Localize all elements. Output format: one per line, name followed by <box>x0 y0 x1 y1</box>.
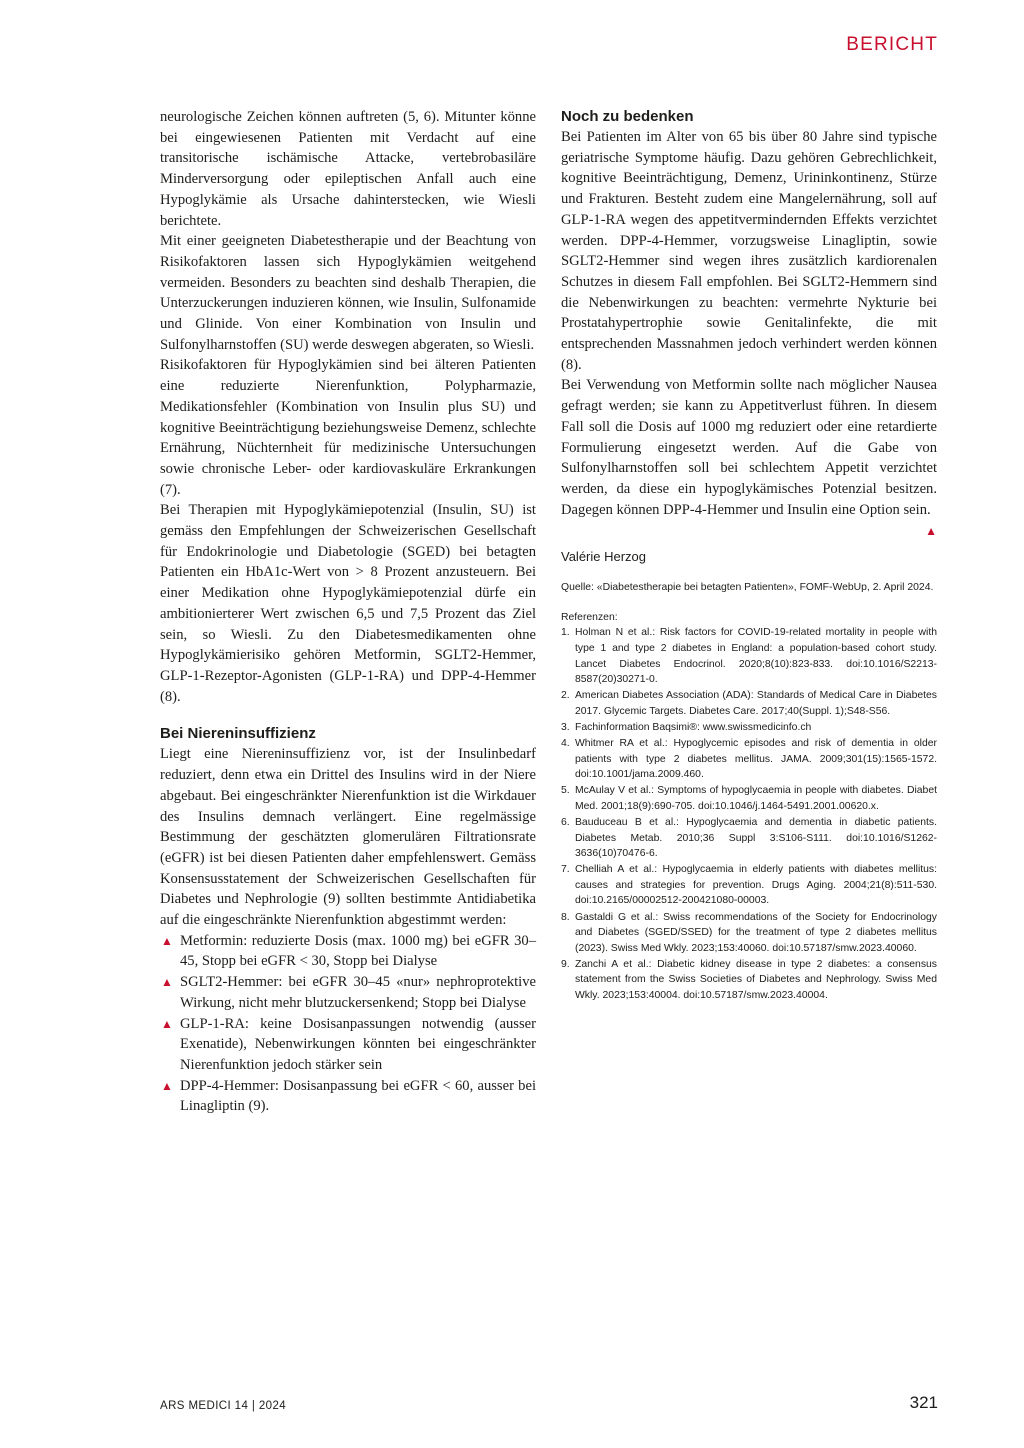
reference-number: 9. <box>561 958 570 970</box>
reference-number: 5. <box>561 785 570 797</box>
section-heading: Noch zu bedenken <box>561 108 694 125</box>
reference-item <box>561 862 937 909</box>
reference-text: McAulay V et al.: Symptoms of hypoglycaemia in people with diabetes. Diabet Med. 2001;18(9):690-705. doi:10.1046/j.1464-5491.2001.00620.x. <box>575 785 937 812</box>
source-note: Quelle: «Diabetestherapie bei betagten Patienten», FOMF-WebUp, 2. April 2024. <box>561 582 934 594</box>
references-title: Referenzen: <box>561 611 618 623</box>
reference-text: Chelliah A et al.: Hypoglycaemia in elderly patients with diabetes mellitus: causes and strategies for prevention. Drugs Aging. 2004;21(8):511-530. doi:10.2165/00002512-200421080-00003. <box>575 864 937 907</box>
reference-item <box>561 910 937 957</box>
list-item <box>160 1014 536 1076</box>
reference-text: Gastaldi G et al.: Swiss recommendations of the Society for Endocrinology and Diabetes (SGED/SSED) for the treatment of type 2 diabetes mellitus (2023). Swiss Med Wkly. 2023;153:40060. doi:10.57187/smw.2023.40060. <box>575 911 937 954</box>
paragraph <box>160 500 536 707</box>
reference-text: Holman N et al.: Risk factors for COVID-19-related mortality in people with type 1 and type 2 diabetes in England: a population-based cohort study. Lancet Diabetes Endocrinol. 2020;8(10):823-833. doi:10.1016/S2213-8587(20)30271-0. <box>575 627 937 686</box>
section-label: BERICHT <box>846 34 938 55</box>
reference-text: Whitmer RA et al.: Hypoglycemic episodes and risk of dementia in older patients with type 2 diabetes mellitus. JAMA. 2009;301(15):1565-1572. doi:10.1001/jama.2009.460. <box>575 738 937 781</box>
red-triangle-icon: ▲ <box>161 1016 173 1031</box>
author-name: Valérie Herzog <box>561 549 647 565</box>
reference-item <box>561 736 937 783</box>
paragraph <box>561 375 937 539</box>
reference-number: 3. <box>561 721 570 733</box>
reference-number: 2. <box>561 690 570 702</box>
list-item-text: Metformin: reduzierte Dosis (max. 1000 mg) bei eGFR 30–45, Stopp bei eGFR < 30, Stopp bei Dialyse <box>180 932 536 970</box>
red-triangle-icon: ▲ <box>161 975 173 990</box>
list-item-text: SGLT2-Hemmer: bei eGFR 30–45 «nur» nephroprotektive Wirkung, nicht mehr blutzuckersenkend; Stopp bei Dialyse <box>180 974 536 1011</box>
journal-issue: ARS MEDICI 14 | 2024 <box>160 1400 287 1412</box>
paragraph: Liegt eine Niereninsuffizienz vor, ist der Insulinbedarf reduziert, denn etwa ein Drittel des Insulins wird in der Niere abgebaut. Bei eingeschränkter Nierenfunktion ist die Wirkdauer des Insulins demnach verlängert. Eine regelmässige Bestimmung der geschätzten glomerulären Filtrationsrate (eGFR) ist bei diesen Patienten daher empfehlenswert. Gemäss Konsensusstatement der Schweizerischen Gesellschaften für Diabetes und Nephrologie (9) sollten bestimmte Antidiabetika auf die eingeschränkte Nierenfunktion abgestimmt werden: <box>160 746 536 929</box>
list-item-text: DPP-4-Hemmer: Dosisanpassung bei eGFR < 60, ausser bei Linagliptin (9). <box>180 1077 536 1115</box>
page-number: 321 <box>909 1393 938 1412</box>
list-item-text: GLP-1-RA: keine Dosisanpassungen notwendig (ausser Exenatide), Nebenwirkungen könnten bei eingeschränkter Nierenfunktion jedoch stärker sein <box>180 1015 536 1073</box>
end-triangle-icon: ▲ <box>925 524 937 539</box>
reference-text: Fachinformation Baqsimi®: www.swissmedicinfo.ch <box>575 721 812 733</box>
red-triangle-icon: ▲ <box>161 933 173 948</box>
paragraph-text: Bei Verwendung von Metformin sollte nach möglicher Nausea gefragt werden; sie kann zu Appetitverlust führen. In diesem Fall soll die Dosis auf 1000 mg reduziert oder eine retardierte Formulierung eingesetzt werden. Auf die Gabe von Sulfonylharnstoffen soll bei schlechtem Appetit verzichtet werden, da diese ein hypoglykämisches Potenzial besitzen. Dagegen können DPP-4-Hemmer und Insulin eine Option sein. <box>561 377 937 518</box>
reference-text: American Diabetes Association (ADA): Standards of Medical Care in Diabetes 2017. Glycemic Targets. Diabetes Care. 2017;40(Suppl. 1);S48-S56. <box>575 690 937 717</box>
red-triangle-icon: ▲ <box>161 1078 173 1093</box>
paragraph: Risikofaktoren für Hypoglykämien sind bei älteren Patienten eine reduzierte Nierenfunktion, Polypharmazie, Medikationsfehler (Kombination von Insulin plus SU) und kognitive Beeinträchtigung beziehungsweise Demenz, schlechte Ernährung, Nüchternheit für medizinische Untersuchungen sowie chronische Leber- oder kardiovaskuläre Erkrankungen (7). <box>160 357 536 498</box>
reference-item <box>561 688 937 719</box>
list-item <box>160 931 536 972</box>
section-heading: Bei Niereninsuffizienz <box>160 725 316 743</box>
right-column <box>561 107 937 1004</box>
paragraph: neurologische Zeichen können auftreten (5, 6). Mitunter könne bei eingewiesenen Patienten mit Verdacht auf eine transitorische ischämische Attacke, vertebrobasiläre Minderversorgung oder epileptischen Anfall auch eine Hypoglykämie als Ursache dahinterstecken, wie Wiesli berichtete. <box>160 109 536 229</box>
paragraph: Mit einer geeigneten Diabetestherapie und der Beachtung von Risikofaktoren lassen sich Hypoglykämien weitgehend vermeiden. Besonders zu beachten sind deshalb Therapien, die Unterzuckerungen induzieren können, wie Insulin, Sulfonamide und Glinide. Von einer Kombination von Insulin und Sulfonylharnstoffen (SU) werde deswegen abgeraten, so Wiesli. <box>160 233 536 353</box>
reference-number: 7. <box>561 864 570 876</box>
reference-item <box>561 783 937 814</box>
left-column <box>160 107 536 1117</box>
reference-item <box>561 957 937 1004</box>
list-item <box>160 972 536 1013</box>
reference-number: 8. <box>561 911 570 923</box>
reference-text: Zanchi A et al.: Diabetic kidney disease in type 2 diabetes: a consensus statement from the Swiss Societies of Diabetes and Nephrology. Swiss Med Wkly. 2023;153:40004. doi:10.57187/smw.2023.40004. <box>575 958 937 1002</box>
paragraph-text: Bei Therapien mit Hypoglykämiepotenzial (Insulin, SU) ist gemäss den Empfehlungen der Schweizerischen Gesellschaft für Endokrinologie und Diabetologie (SGED) bei betagten Patienten ein HbA1c-Wert von > 8 Prozent anzusteuern. Bei einer Medikation ohne Hypoglykämiepotenzial dürfe ein ambitionierterer Wert zwischen 6,5 und 7,5 Prozent das Ziel sein, so Wiesli. Zu den Diabetesmedikamenten ohne Hypoglykämierisiko gehören Metformin, SGLT2-Hemmer, GLP-1-Rezeptor-Agonisten (GLP-1-RA) und DPP-4-Hemmer (8). <box>160 502 536 705</box>
paragraph: Bei Patienten im Alter von 65 bis über 80 Jahre sind typische geriatrische Symptome häufig. Dazu gehören Gebrechlichkeit, kognitive Beeinträchtigung, Demenz, Urininkontinenz, Stürze und Frakturen. Besteht zudem eine Mangelernährung, soll auf GLP-1-RA wegen des appetitvermindernden Effekts verzichtet werden. DPP-4-Hemmer, vorzugsweise Linagliptin, sowie SGLT2-Hemmer sind wegen ihres zusätzlich kardiorenalen Schutzes in diesem Fall empfohlen. Bei SGLT2-Hemmern sind die Nebenwirkungen zu beachten: vermehrte Nykturie bei Prostatahypertrophie sowie Genitalinfekte, die mit entsprechenden Massnahmen jedoch verhindert werden können (8). <box>561 129 937 373</box>
reference-item <box>561 625 937 687</box>
reference-number: 4. <box>561 738 570 750</box>
reference-number: 6. <box>561 816 570 828</box>
reference-number: 1. <box>561 627 570 639</box>
list-item <box>160 1076 536 1117</box>
bullet-list <box>160 931 536 1117</box>
reference-item <box>561 815 937 862</box>
references-list <box>561 625 937 1003</box>
reference-item <box>561 720 937 736</box>
reference-text: Bauduceau B et al.: Hypoglycaemia and dementia in diabetic patients. Diabetes Metab. 2010;36 Suppl 3:S106-S111. doi:10.1016/S1262-3636(10)70476-6. <box>575 816 937 860</box>
